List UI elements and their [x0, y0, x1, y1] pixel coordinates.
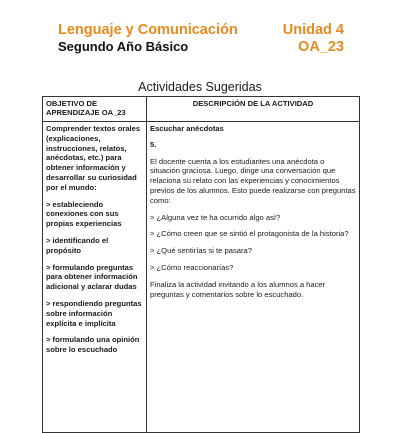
objective-item: > identificando el propósito	[46, 235, 109, 255]
objective-item: > respondiendo preguntas sobre información explícita e implícita	[46, 298, 142, 328]
activity-number: 5.	[150, 139, 157, 149]
objective-intro: Comprender textos orales (explicaciones, instrucciones, relatos, anécdotas, etc.) para obtener información y desarrollar su curiosidad por el mundo:	[46, 124, 141, 192]
activity-question: > ¿Qué sentirías si te pasara?	[150, 246, 252, 256]
unit-label: Unidad 4	[282, 22, 344, 38]
objective-column-header: OBJETIVO DE APRENDIZAJE OA_23	[43, 97, 147, 122]
table-row	[43, 122, 360, 433]
activity-closing: Finaliza la actividad invitando a los alumnos a hacer preguntas y comentarios sobre lo escuchado.	[150, 279, 326, 299]
objective-item: > formulando preguntas para obtener información adicional y aclarar dudas	[46, 262, 138, 292]
activity-paragraph: El docente cuenta a los estudiantes una anécdota o situación graciosa. Luego, dirige una conversación que relaciona su relato con las experiencias y conocimientos previos de los alumnos. Esto puede realizarse con preguntas como:	[150, 156, 356, 205]
activities-table	[42, 96, 360, 433]
objective-cell	[43, 122, 147, 433]
activity-question: > ¿Cómo reaccionarías?	[150, 262, 234, 272]
section-title: Actividades Sugeridas	[138, 80, 262, 94]
activity-question: > ¿Cómo creen que se sintió el protagonista de la historia?	[150, 229, 349, 239]
subject-title: Lenguaje y Comunicación	[58, 22, 238, 38]
objective-item: > formulando una opinión sobre lo escuchado	[46, 335, 140, 355]
activity-title: Escuchar anécdotas	[150, 124, 224, 133]
activity-question: > ¿Alguna vez te ha ocurrido algo así?	[150, 212, 281, 222]
oa-code: OA_23	[298, 39, 344, 55]
table-header-row	[43, 97, 360, 122]
activity-cell	[147, 122, 360, 433]
activity-column-header: DESCRIPCIÓN DE LA ACTIVIDAD	[147, 97, 360, 122]
objective-item: > estableciendo conexiones con sus propias experiencias	[46, 199, 122, 229]
grade-label: Segundo Año Básico	[58, 39, 189, 54]
